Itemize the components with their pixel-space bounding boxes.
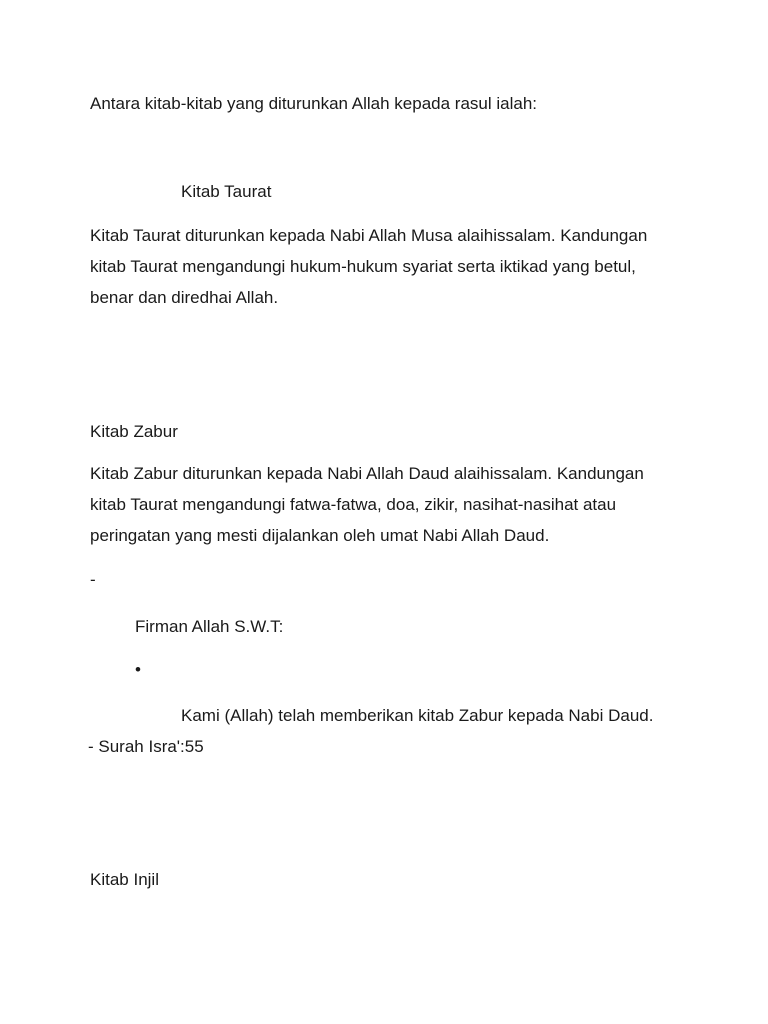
bullet-marker: •	[135, 660, 141, 679]
taurat-line: Kitab Taurat diturunkan kepada Nabi Allah Musa alaihissalam. Kandungan	[90, 226, 648, 245]
quote-text: Kami (Allah) telah memberikan kitab Zabur kepada Nabi Daud.	[181, 706, 654, 725]
zabur-heading: Kitab Zabur	[90, 422, 178, 441]
dash-marker: -	[90, 570, 96, 589]
injil-heading: Kitab Injil	[90, 870, 159, 889]
taurat-line: benar dan diredhai Allah.	[90, 288, 279, 307]
zabur-line: peringatan yang mesti dijalankan oleh umat Nabi Allah Daud.	[90, 526, 550, 545]
intro-text: Antara kitab-kitab yang diturunkan Allah kepada rasul ialah:	[90, 94, 538, 113]
taurat-heading: Kitab Taurat	[181, 182, 272, 201]
quote-source: - Surah Isra':55	[88, 737, 204, 756]
zabur-paragraph	[90, 458, 680, 551]
firman-label: Firman Allah S.W.T:	[135, 617, 284, 636]
zabur-line: kitab Taurat mengandungi fatwa-fatwa, doa, zikir, nasihat-nasihat atau	[90, 495, 617, 514]
taurat-line: kitab Taurat mengandungi hukum-hukum syariat serta iktikad yang betul,	[90, 257, 636, 276]
taurat-paragraph	[90, 220, 680, 313]
zabur-line: Kitab Zabur diturunkan kepada Nabi Allah Daud alaihissalam. Kandungan	[90, 464, 644, 483]
